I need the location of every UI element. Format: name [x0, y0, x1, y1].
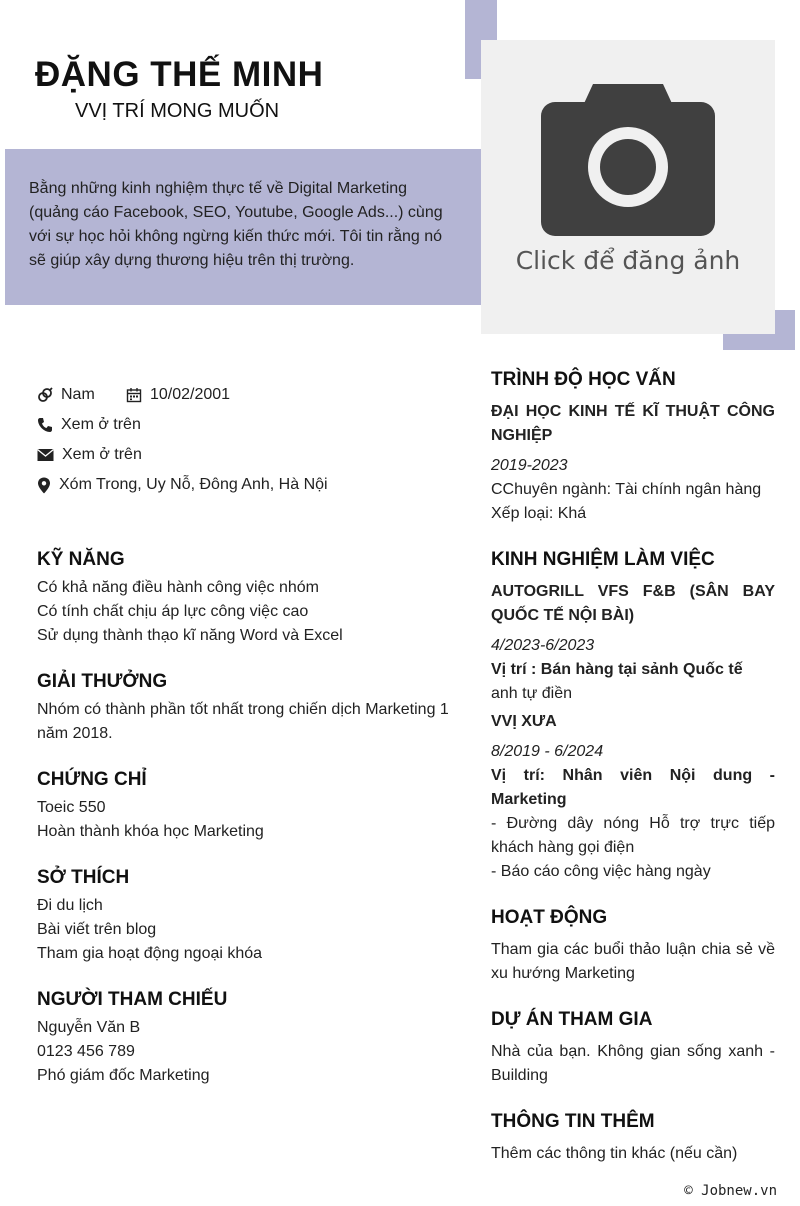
- skills-title: KỸ NĂNG: [37, 549, 125, 570]
- summary-box: [5, 149, 481, 305]
- photo-upload[interactable]: [481, 40, 775, 334]
- hobby-item[interactable]: Tham gia hoạt động ngoại khóa: [37, 945, 263, 962]
- camera-icon: [481, 40, 775, 240]
- gender-value[interactable]: Nam: [61, 386, 95, 403]
- desired-position[interactable]: VVỊ TRÍ MONG MUỐN: [75, 100, 280, 122]
- hobby-item[interactable]: Bài viết trên blog: [37, 921, 157, 938]
- job-company[interactable]: VVỊ XƯA: [491, 713, 557, 730]
- gender-icon: [37, 387, 53, 403]
- education-major[interactable]: CChuyên ngành: Tài chính ngân hàng: [491, 481, 762, 498]
- email-value[interactable]: Xem ở trên: [62, 446, 142, 463]
- job-period[interactable]: 8/2019 - 6/2024: [491, 743, 604, 760]
- hobbies-title: SỞ THÍCH: [37, 867, 130, 888]
- calendar-icon: [126, 387, 142, 403]
- projects-text[interactable]: Nhà của bạn. Không gian sống xanh - Building: [491, 1043, 775, 1084]
- education-period[interactable]: 2019-2023: [491, 457, 568, 474]
- more-info-title: THÔNG TIN THÊM: [491, 1111, 655, 1132]
- contact-birthday: [126, 386, 230, 404]
- reference-item[interactable]: Nguyễn Văn B: [37, 1019, 141, 1036]
- photo-upload-label: Click để đăng ảnh: [515, 246, 741, 275]
- awards-text[interactable]: Nhóm có thành phần tốt nhất trong chiến dịch Marketing 1 năm 2018.: [37, 701, 449, 742]
- awards-title: GIẢI THƯỞNG: [37, 671, 168, 692]
- address-value[interactable]: Xóm Trong, Uy Nỗ, Đông Anh, Hà Nội: [59, 476, 328, 493]
- education-title: TRÌNH ĐỘ HỌC VẤN: [491, 369, 676, 390]
- more-info-text[interactable]: Thêm các thông tin khác (nếu cần): [491, 1145, 738, 1162]
- projects-title: DỰ ÁN THAM GIA: [491, 1009, 653, 1030]
- reference-item[interactable]: Phó giám đốc Marketing: [37, 1067, 210, 1084]
- certificates-title: CHỨNG CHỈ: [37, 769, 147, 790]
- certificate-item[interactable]: Hoàn thành khóa học Marketing: [37, 823, 264, 840]
- contact-gender: [37, 386, 95, 404]
- location-pin-icon: [37, 477, 51, 494]
- education-grade[interactable]: Xếp loại: Khá: [491, 505, 587, 522]
- activities-text[interactable]: Tham gia các buổi thảo luận chia sẻ về xu hướng Marketing: [491, 941, 775, 982]
- education-school[interactable]: ĐẠI HỌC KINH TẾ KĨ THUẬT CÔNG NGHIỆP: [491, 403, 775, 444]
- contact-email: [37, 446, 142, 464]
- hobby-item[interactable]: Đi du lịch: [37, 897, 103, 914]
- job-company[interactable]: AUTOGRILL VFS F&B (SÂN BAY QUỐC TẾ NỘI BÀI): [491, 583, 775, 624]
- job-description[interactable]: anh tự điền: [491, 685, 572, 702]
- experience-title: KINH NGHIỆM LÀM VIỆC: [491, 549, 715, 570]
- job-description[interactable]: - Báo cáo công việc hàng ngày: [491, 863, 711, 880]
- certificate-item[interactable]: Toeic 550: [37, 799, 106, 816]
- skills-item[interactable]: Có khả năng điều hành công việc nhóm: [37, 579, 319, 596]
- activities-title: HOẠT ĐỘNG: [491, 907, 608, 928]
- skills-item[interactable]: Sử dụng thành thạo kĩ năng Word và Excel: [37, 627, 343, 644]
- career-summary[interactable]: Bằng những kinh nghiệm thực tế về Digital Marketing (quảng cáo Facebook, SEO, Youtube, Google Ads...) cùng với sự học hỏi không ngừng kiến thức mới. Tôi tin rằng nó sẽ giúp xây dựng thương hiệu trên thị trường.: [29, 180, 443, 269]
- job-description[interactable]: - Đường dây nóng Hỗ trợ trực tiếp khách hàng gọi điện: [491, 815, 775, 856]
- phone-icon: [37, 417, 53, 433]
- job-role[interactable]: Vị trí : Bán hàng tại sảnh Quốc tế: [491, 661, 743, 678]
- skills-item[interactable]: Có tính chất chịu áp lực công việc cao: [37, 603, 309, 620]
- contact-address: [37, 476, 328, 494]
- references-title: NGƯỜI THAM CHIẾU: [37, 989, 228, 1010]
- phone-value[interactable]: Xem ở trên: [61, 416, 141, 433]
- reference-item[interactable]: 0123 456 789: [37, 1043, 135, 1060]
- envelope-icon: [37, 448, 54, 462]
- job-role[interactable]: Vị trí: Nhân viên Nội dung - Marketing: [491, 767, 775, 808]
- candidate-name[interactable]: ĐẶNG THẾ MINH: [35, 55, 324, 94]
- birthday-value[interactable]: 10/02/2001: [150, 386, 231, 403]
- footer-credit: © Jobnew.vn: [684, 1183, 777, 1199]
- contact-phone: [37, 416, 141, 434]
- job-period[interactable]: 4/2023-6/2023: [491, 637, 595, 654]
